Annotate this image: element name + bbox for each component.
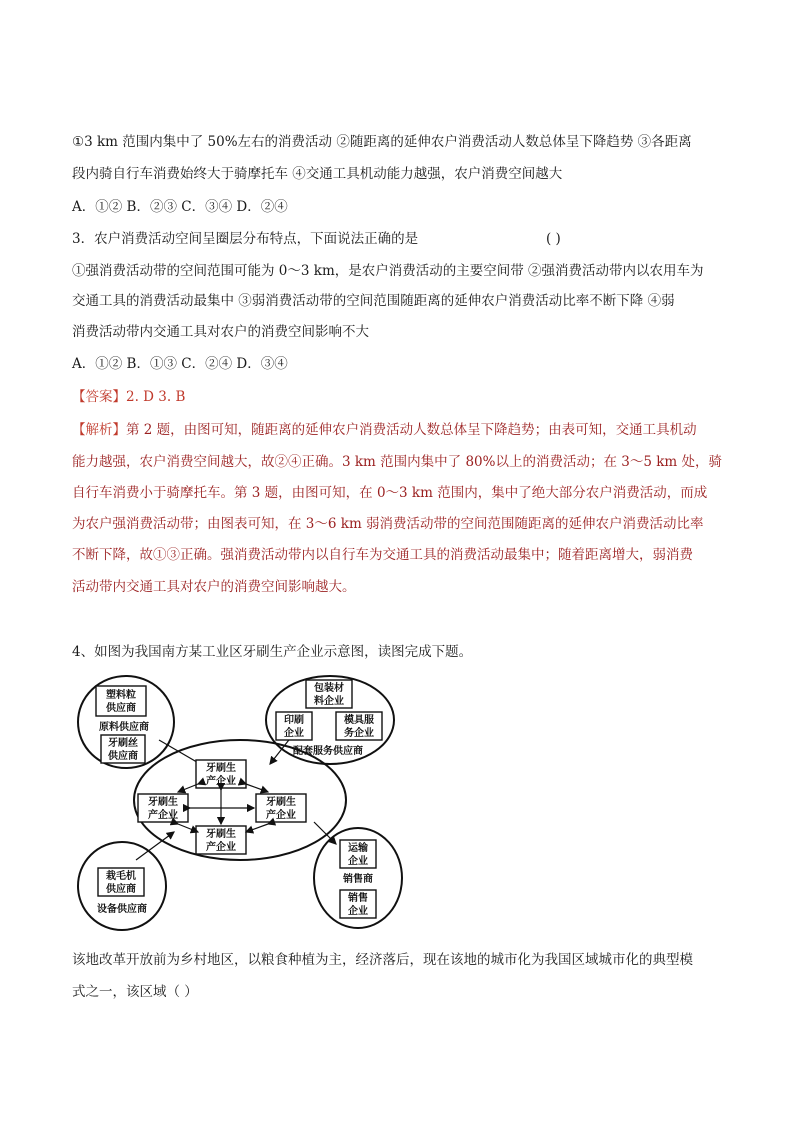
plastic-supplier-text-1: 塑料粒 — [106, 690, 136, 701]
producer-bottom-text-1: 牙刷生 — [206, 829, 236, 840]
q4-paragraph-line2: 式之一，该区域（ ） — [72, 984, 198, 1000]
transport-text-2: 企业 — [348, 856, 368, 867]
tufting-machine-text-2: 供应商 — [106, 884, 136, 895]
arrow-right-bottom — [246, 824, 268, 832]
packaging-text-2: 料企业 — [314, 696, 344, 707]
arrow-top-left — [178, 784, 198, 792]
q2-options: A．①② B．②③ C．③④ D．②④ — [72, 199, 288, 215]
q2-statements-line2: 段内骑自行车消费始终大于骑摩托车 ④交通工具机动能力越强，农户消费空间越大 — [72, 166, 563, 182]
plastic-supplier-text-2: 供应商 — [106, 703, 136, 714]
q4-stem: 4、如图为我国南方某工业区牙刷生产企业示意图，读图完成下题。 — [72, 644, 473, 660]
analysis-text-1: 第 2 题，由图可知，随距离的延伸农户消费活动人数总体呈下降趋势；由表可知，交通工具机动 — [126, 422, 697, 438]
producer-right-text-2: 产企业 — [266, 810, 296, 821]
printing-text-1: 印刷 — [284, 715, 304, 726]
analysis-label: 【解析】 — [72, 422, 126, 438]
analysis-line5: 不断下降，故①③正确。强消费活动带内以自行车为交通工具的消费活动最集中；随着距离增大，弱消费 — [72, 547, 693, 563]
tufting-machine-text-1: 栽毛机 — [106, 871, 136, 882]
q2-statements-line1: ①3 km 范围内集中了 50%左右的消费活动 ②随距离的延伸农户消费活动人数总体呈下降趋势 ③各距离 — [72, 134, 692, 150]
answer-text: 2. D 3. B — [126, 389, 186, 405]
analysis-line6: 活动带内交通工具对农户的消费空间影响越大。 — [72, 579, 356, 595]
toothbrush-industry-diagram — [74, 672, 404, 934]
q3-bracket: ( ) — [546, 231, 561, 247]
q3-line1: ①强消费活动带的空间范围可能为 0～3 km，是农户消费活动的主要空间带 ②强消费活动带内以农用车为 — [72, 263, 704, 279]
mold-service-text-1: 模具服 — [344, 715, 374, 726]
analysis-line3: 自行车消费小于骑摩托车。第 3 题，由图可知，在 0～3 km 范围内，集中了绝大部分农户消费活动，而成 — [72, 485, 708, 501]
mold-service-text-2: 务企业 — [344, 728, 374, 739]
service-label: 配套服务供应商 — [293, 746, 363, 757]
answer-label: 【答案】 — [72, 389, 126, 405]
producer-left-text-2: 产企业 — [148, 810, 178, 821]
q3-options: A．①② B．①③ C．②④ D．③④ — [72, 356, 288, 372]
producer-bottom-text-2: 产企业 — [206, 842, 236, 853]
packaging-text-1: 包装材 — [314, 683, 344, 694]
equipment-label: 设备供应商 — [97, 904, 147, 915]
producer-left-text-1: 牙刷生 — [148, 797, 178, 808]
producer-top-text-2: 产企业 — [206, 776, 236, 787]
answer-line — [72, 387, 185, 407]
producer-top-text-1: 牙刷生 — [206, 763, 236, 774]
arrow-left-bottom — [178, 824, 198, 832]
analysis-line2: 能力越强，农户消费空间越大，故②④正确。3 km 范围内集中了 80%以上的消费活动；在 3～5 km 处，骑 — [72, 454, 722, 470]
transport-text-1: 运输 — [348, 843, 368, 854]
bristle-supplier-text-1: 牙刷丝 — [108, 738, 138, 749]
producer-right-text-1: 牙刷生 — [266, 797, 296, 808]
sales-company-text-1: 销售 — [348, 893, 368, 904]
analysis-line1 — [72, 420, 697, 440]
printing-text-2: 企业 — [284, 728, 304, 739]
sales-label: 销售商 — [343, 874, 373, 885]
q3-line2: 交通工具的消费活动最集中 ③弱消费活动带的空间范围随距离的延伸农户消费活动比率不断下降 ④弱 — [72, 293, 675, 309]
q4-paragraph-line1: 该地改革开放前为乡村地区，以粮食种植为主，经济落后，现在该地的城市化为我国区域城市化的典型模 — [72, 952, 693, 968]
arrow-top-right — [246, 784, 268, 792]
q3-stem: 3．农户消费活动空间呈圈层分布特点，下面说法正确的是 — [72, 231, 419, 247]
analysis-line4: 为农户强消费活动带；由图表可知，在 3～6 km 弱消费活动带的空间范围随距离的延伸农户消费活动比率 — [72, 516, 704, 532]
q3-line3: 消费活动带内交通工具对农户的消费空间影响不大 — [72, 324, 369, 340]
raw-material-label: 原料供应商 — [99, 722, 149, 733]
bristle-supplier-text-2: 供应商 — [108, 751, 138, 762]
sales-company-text-2: 企业 — [348, 906, 368, 917]
